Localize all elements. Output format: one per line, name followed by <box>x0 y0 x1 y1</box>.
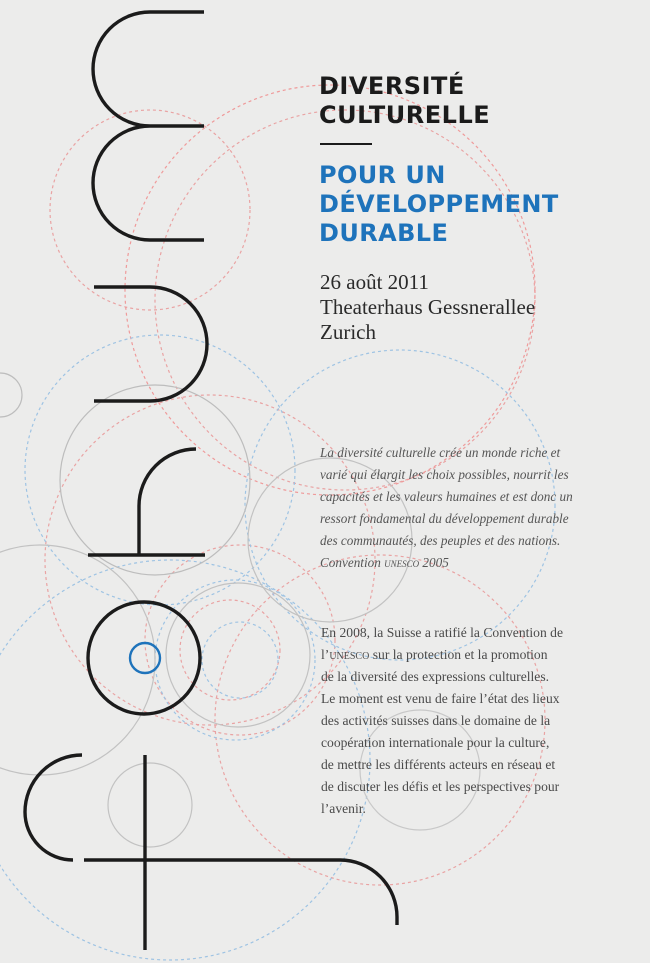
letter-r <box>88 449 205 555</box>
body-org: unesco <box>329 647 370 662</box>
subheading-line: DÉVELOPPEMENT <box>319 190 559 218</box>
subheading <box>319 161 559 248</box>
quote-line: ressort fondamental du développement durable <box>320 510 569 526</box>
subheading-line: DURABLE <box>319 219 449 247</box>
quote-line: varié qui élargit les choix possibles, nourrit les <box>320 466 569 482</box>
quote-line: La diversité culturelle crée un monde riche et <box>320 445 561 460</box>
intro-paragraph <box>321 622 601 820</box>
quote-source-year: 2005 <box>419 554 449 570</box>
subheading-line: POUR UN <box>319 161 446 189</box>
quote-line: capacités et les valeurs humaines et est donc un <box>320 488 573 504</box>
blue-dot-ring <box>130 643 160 673</box>
body-prefix: l’ <box>321 647 330 662</box>
body-line: des activités suisses dans le domaine de la <box>321 713 551 728</box>
letter-o <box>88 602 200 714</box>
body-rest: sur la protection et la promotion <box>369 647 548 662</box>
quote-source <box>320 552 602 574</box>
body-line: de discuter les défis et les perspectives pour <box>321 779 560 794</box>
quote-line: des communautés, des peuples et des nations. <box>320 532 561 548</box>
letter-m <box>93 12 204 240</box>
body-line: de mettre les différents acteurs en réseau et <box>321 757 556 772</box>
quote-source-prefix: Convention <box>320 554 385 570</box>
body-line <box>321 644 601 666</box>
unesco-quote <box>320 442 602 573</box>
body-line: En 2008, la Suisse a ratifié la Convention de <box>321 625 563 640</box>
event-date: 26 août 2011 <box>320 270 429 294</box>
heading-line: DIVERSITÉ <box>319 72 465 100</box>
heading-line: CULTURELLE <box>319 101 491 129</box>
body-line: coopération internationale pour la culture, <box>321 735 550 750</box>
title-divider <box>320 143 372 145</box>
letter-u <box>94 287 207 401</box>
body-line: de la diversité des expressions culturelles. <box>321 669 550 684</box>
quote-source-org: unesco <box>384 554 420 570</box>
event-venue: Theaterhaus Gessnerallee <box>320 295 536 319</box>
event-details <box>320 270 535 345</box>
heading <box>319 72 490 130</box>
body-line: l’avenir. <box>321 801 366 816</box>
event-city: Zurich <box>320 320 376 344</box>
body-line: Le moment est venu de faire l’état des lieux <box>321 691 560 706</box>
